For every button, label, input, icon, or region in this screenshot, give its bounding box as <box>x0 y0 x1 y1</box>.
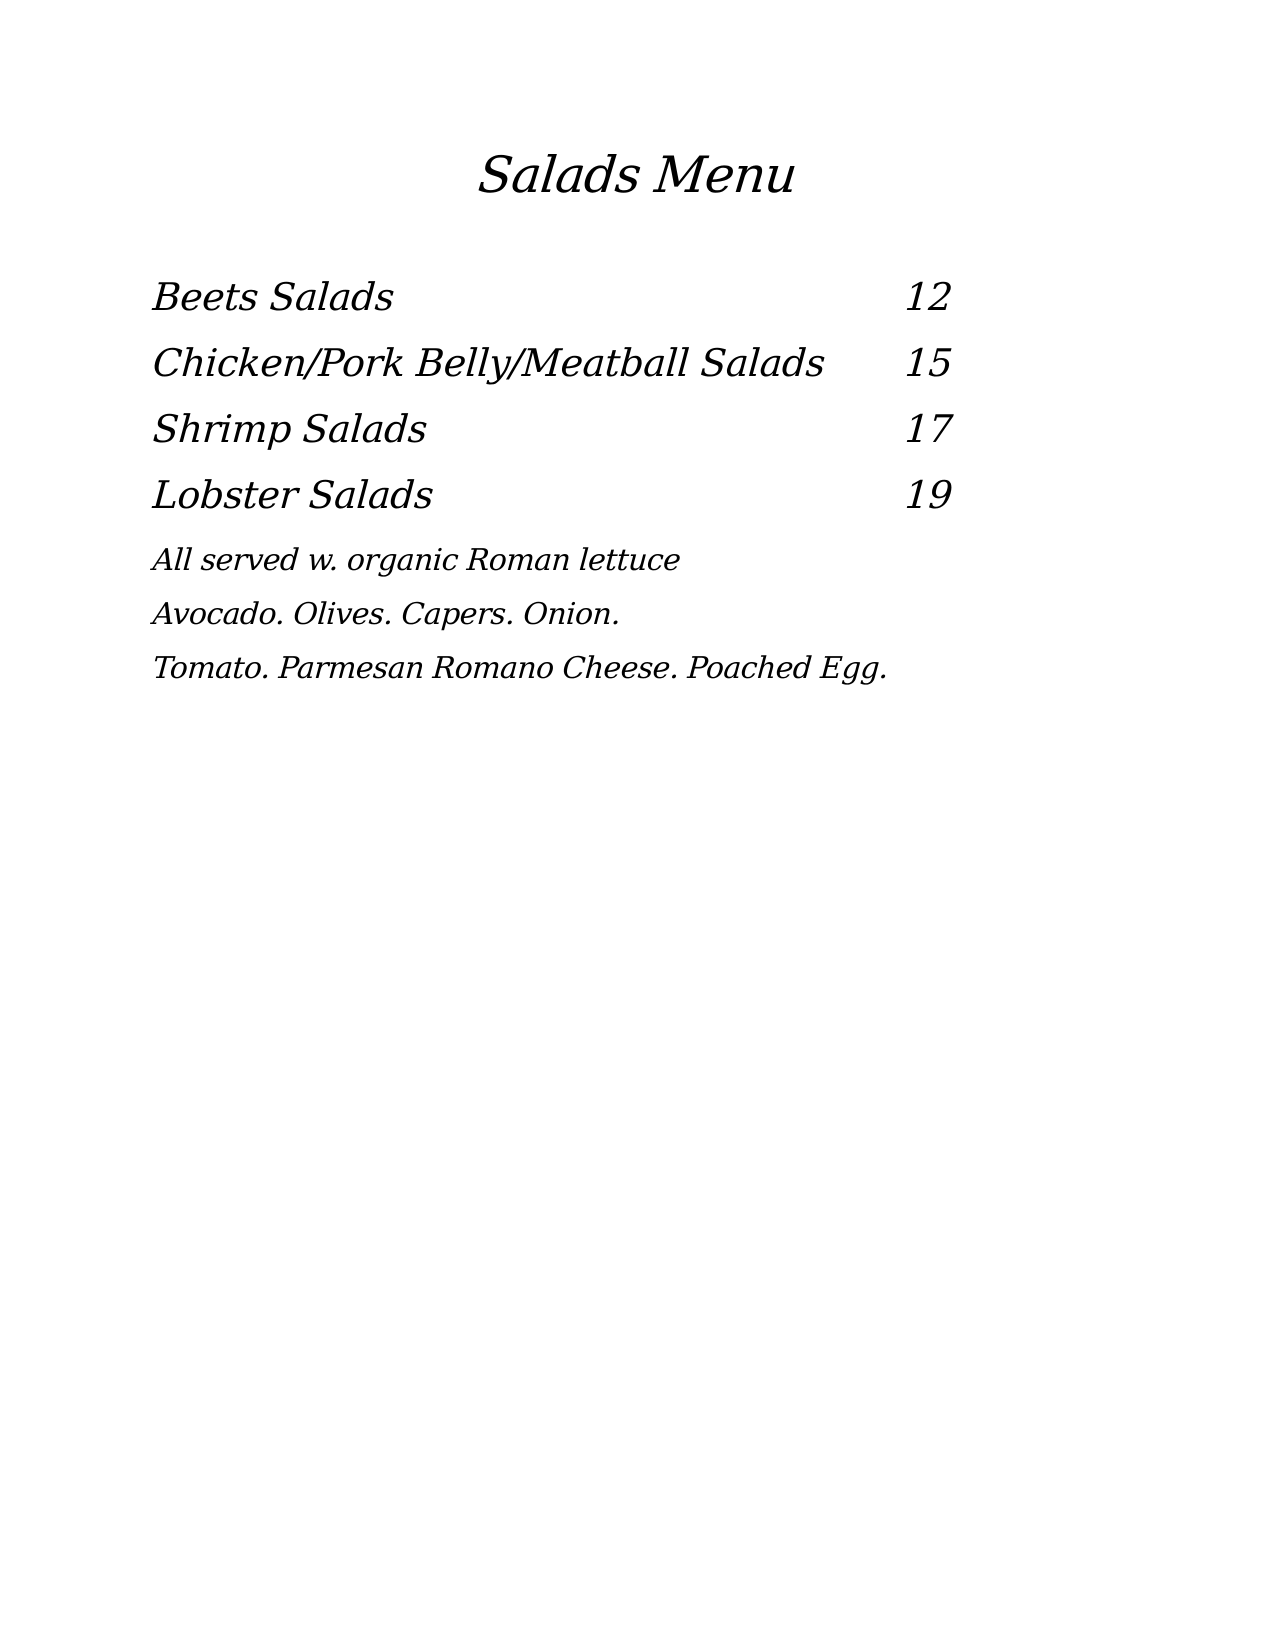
menu-notes <box>151 543 952 708</box>
menu-item-name: Lobster Salads <box>151 473 435 517</box>
menu-title: Salads Menu <box>475 146 800 204</box>
menu-item-list <box>151 275 954 542</box>
menu-item-price: 19 <box>903 473 954 517</box>
menu-item <box>150 341 955 410</box>
menu-item-name: Shrimp Salads <box>151 407 429 451</box>
note-line: All served w. organic Roman lettuce <box>151 543 682 578</box>
menu-item-price: 12 <box>903 275 954 319</box>
menu-item <box>150 473 955 542</box>
menu-item-price: 17 <box>903 407 954 451</box>
note-line: Tomato. Parmesan Romano Cheese. Poached Egg. <box>151 651 890 686</box>
menu-item-name: Chicken/Pork Belly/Meatball Salads <box>151 341 827 385</box>
note-line: Avocado. Olives. Capers. Onion. <box>151 597 622 632</box>
menu-item-price: 15 <box>903 341 954 385</box>
menu-item-name: Beets Salads <box>151 275 396 319</box>
menu-item <box>150 407 955 476</box>
menu-item <box>150 275 955 344</box>
